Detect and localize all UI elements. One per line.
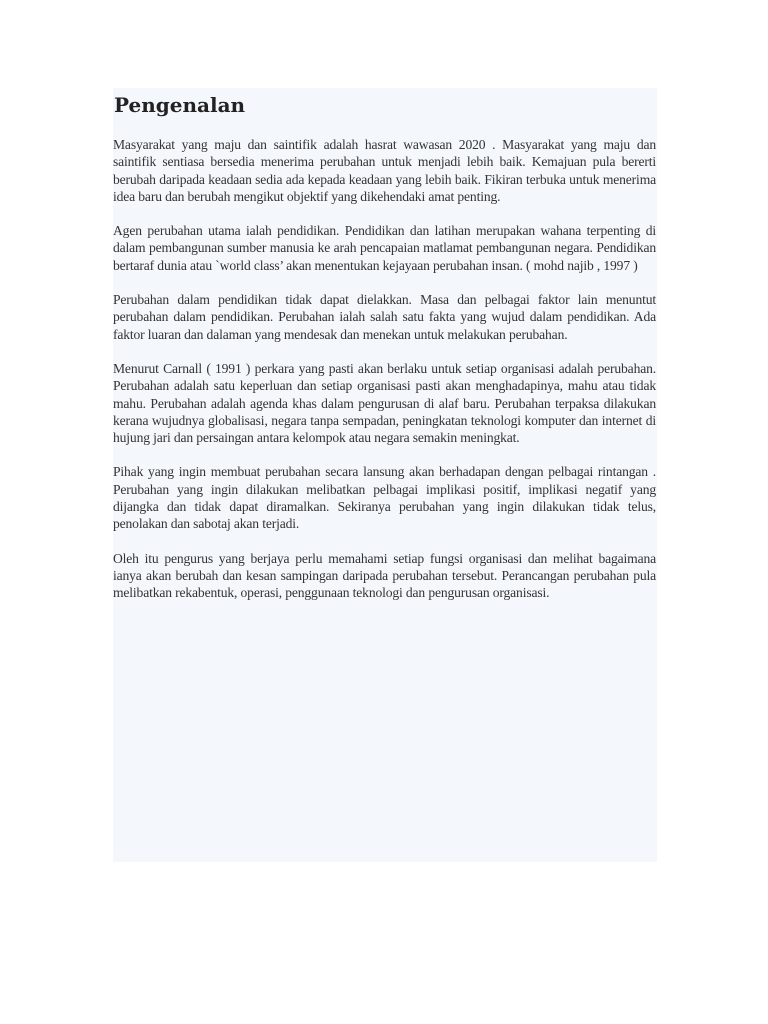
paragraph-2: Agen perubahan utama ialah pendidikan. Pendidikan dan latihan merupakan wahana terpenting di dalam pembangunan sumber manusia ke arah pencapaian matlamat pembangunan negara. Pendidikan bertaraf dunia atau `world class’ akan menentukan kejayaan perubahan insan. ( mohd najib , 1997 )	[113, 223, 656, 273]
paragraph-4: Menurut Carnall ( 1991 ) perkara yang pasti akan berlaku untuk setiap organisasi adalah perubahan. Perubahan adalah satu keperluan dan setiap organisasi pasti akan menghadapinya, mahu atau tidak mahu. Perubahan adalah agenda khas dalam pengurusan di alaf baru. Perubahan terpaksa dilakukan kerana wujudnya globalisasi, negara tanpa sempadan, peningkatan teknologi komputer dan internet di hujung jari dan persaingan antara kelompok atau negara semakin meningkat.	[113, 360, 656, 446]
paragraph-6: Oleh itu pengurus yang berjaya perlu memahami setiap fungsi organisasi dan melihat bagaimana ianya akan berubah dan kesan sampingan daripada perubahan tersebut. Perancangan perubahan pula melibatkan rekabentuk, operasi, penggunaan teknologi dan pengurusan organisasi.	[113, 550, 656, 601]
document-body	[113, 136, 656, 619]
paragraph-5: Pihak yang ingin membuat perubahan secara lansung akan berhadapan dengan pelbagai rintangan . Perubahan yang ingin dilakukan melibatkan pelbagai implikasi positif, implikasi negatif yang dijangka dan tidak dapat diramalkan. Sekiranya perubahan yang ingin dilakukan tidak telus, penolakan dan sabotaj akan terjadi.	[113, 464, 656, 532]
paragraph-1: Masyarakat yang maju dan saintifik adalah hasrat wawasan 2020 . Masyarakat yang maju dan saintifik sentiasa bersedia menerima perubahan untuk menjadi lebih baik. Kemajuan pula bererti berubah daripada keadaan sedia ada kepada keadaan yang lebih baik. Fikiran terbuka untuk menerima idea baru dan berubah mengikut objektif yang dikehendaki amat penting.	[113, 137, 656, 204]
document-title: Pengenalan	[114, 93, 246, 117]
paragraph-3: Perubahan dalam pendidikan tidak dapat dielakkan. Masa dan pelbagai faktor lain menuntut perubahan dalam pendidikan. Perubahan ialah salah satu fakta yang wujud dalam pendidikan. Ada faktor luaran dan dalaman yang mendesak dan menekan untuk melakukan perubahan.	[113, 292, 656, 342]
